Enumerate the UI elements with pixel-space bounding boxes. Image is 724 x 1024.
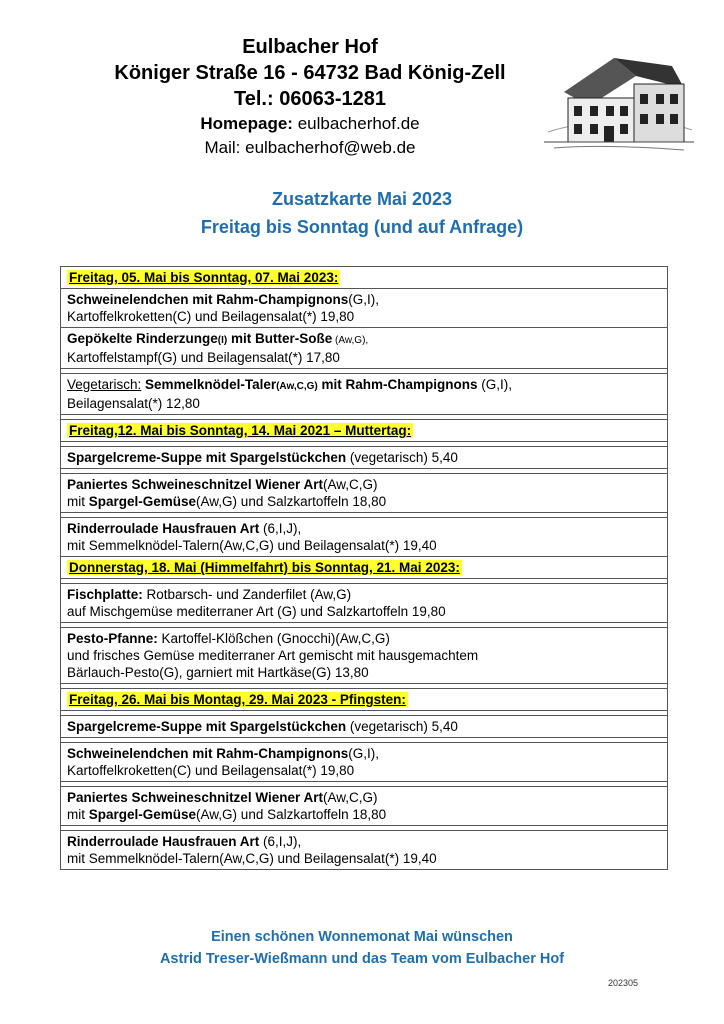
section-date-header: Freitag, 05. Mai bis Sonntag, 07. Mai 2023: [61,267,667,289]
menu-subtitle: Freitag bis Sonntag (und auf Anfrage) [200,217,524,237]
menu-item: Paniertes Schweineschnitzel Wiener Art(Aw,C,G) mit Spargel-Gemüse(Aw,G) und Salzkartoffeln 18,80 [61,787,667,826]
menu-item: Fischplatte: Rotbarsch- und Zanderfilet (Aw,G) auf Mischgemüse mediterraner Art (G) und Salzkartoffeln 19,80 [61,584,667,623]
homepage-link[interactable]: eulbacherhof.de [297,114,420,133]
menu-title: Zusatzkarte Mai 2023 [271,189,453,209]
document-code: 202305 [607,978,638,988]
mail-label: Mail: [204,138,241,157]
menu-item: Paniertes Schweineschnitzel Wiener Art(Aw,C,G) mit Spargel-Gemüse(Aw,G) und Salzkartoffeln 18,80 [61,474,667,513]
homepage-label: Homepage: [200,114,293,133]
restaurant-address: Königer Straße 16 - 64732 Bad König-Zell [114,62,506,84]
greeting-line: Einen schönen Wonnemonat Mai wünschen [211,929,513,945]
menu-item: Spargelcreme-Suppe mit Spargelstückchen (vegetarisch) 5,40 [61,447,667,469]
menu-item: Pesto-Pfanne: Kartoffel-Klößchen (Gnocchi)(Aw,C,G) und frisches Gemüse mediterraner Art gemischt mit hausgemachtem Bärlauch-Pesto(G), garniert mit Hartkäse(G) 13,80 [61,628,667,684]
menu-item: Rinderroulade Hausfrauen Art (6,I,J), mit Semmelknödel-Talern(Aw,C,G) und Beilagensalat(*) 19,40 [67,834,437,866]
menu-item: Schweinelendchen mit Rahm-Champignons(G,I), Kartoffelkroketten(C) und Beilagensalat(*) 19,80 [61,743,667,782]
section-date-header: Donnerstag, 18. Mai (Himmelfahrt) bis Sonntag, 21. Mai 2023: [61,557,667,579]
closing-greeting [0,926,724,970]
section-date-header: Freitag,12. Mai bis Sonntag, 14. Mai 2021 – Muttertag: [61,420,667,442]
mail-line [0,136,620,160]
signature-line: Astrid Treser-Wießmann und das Team vom Eulbacher Hof [159,951,565,967]
section-date-header: Freitag, 26. Mai bis Montag, 29. Mai 2023 - Pfingsten: [61,689,667,711]
menu-item: Vegetarisch: Semmelknödel-Taler(Aw,C,G) mit Rahm-Champignons (G,I), Beilagensalat(*) 12,80 [61,374,667,415]
restaurant-header [0,34,620,160]
menu-item: Gepökelte Rinderzunge(I) mit Butter-Soße (Aw,G), Kartoffelstampf(G) und Beilagensalat(*) 17,80 [61,328,667,369]
house-drawing-icon [544,40,694,156]
menu-item: Schweinelendchen mit Rahm-Champignons(G,I), Kartoffelkroketten(C) und Beilagensalat(*) 19,80 [61,289,667,328]
mail-link[interactable]: eulbacherhof@web.de [245,138,416,157]
restaurant-phone: Tel.: 06063-1281 [234,88,386,110]
menu-item: Rinderroulade Hausfrauen Art (6,I,J), mit Semmelknödel-Talern(Aw,C,G) und Beilagensalat(*) 19,40 [61,518,667,557]
menu-item: Spargelcreme-Suppe mit Spargelstückchen (vegetarisch) 5,40 [61,716,667,738]
homepage-line [0,112,620,136]
restaurant-name: Eulbacher Hof [242,36,378,58]
menu-table [60,266,668,870]
